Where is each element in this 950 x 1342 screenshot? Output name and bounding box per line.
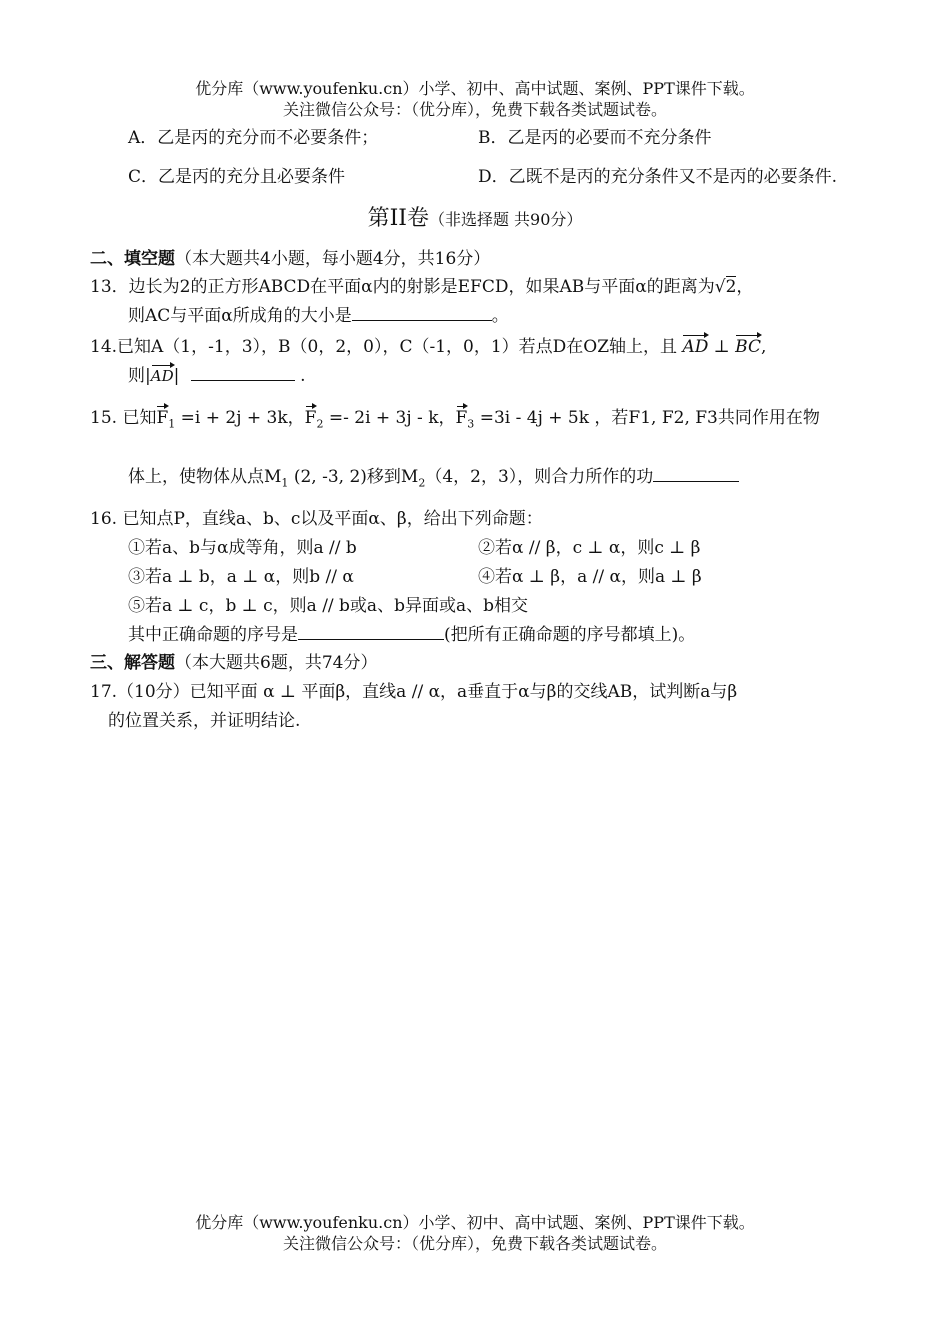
vector-ad: AD (682, 337, 709, 357)
option-d: D．乙既不是丙的充分条件又不是丙的必要条件. (478, 167, 838, 187)
section-title-sub: （非选择题 共90分） (428, 210, 583, 229)
q15-f1-sub: 1 (168, 417, 176, 431)
footer-line-1: 优分库（www.youfenku.cn）小学、初中、高中试题、案例、PPT课件下载。 (195, 1213, 755, 1232)
question-17-line-1: 17.（10分）已知平面 α ⊥ 平面β，直线a // α，a垂直于α与β的交线AB，试判断a与β (90, 682, 738, 702)
section-title-main: 第II卷 (367, 206, 429, 231)
point-m1-coords: (2, -3, 2) (288, 467, 367, 487)
q15-f3-expr: =3i - 4j + 5k ，若 (474, 408, 629, 428)
page-footer (0, 1212, 950, 1254)
question-17-line-2: 的位置关系，并证明结论. (108, 711, 301, 731)
q14-text-2: 则| (128, 366, 151, 386)
vector-bc: BC (735, 337, 761, 357)
q16-proposition-5: ⑤若a ⊥ c，b ⊥ c，则a // b或a、b异面或a、b相交 (128, 596, 528, 616)
footer-line-2: 关注微信公众号：（优分库），免费下载各类试题试卷。 (282, 1234, 667, 1253)
question-16-stem: 16. 已知点P，直线a、b、c以及平面α、β，给出下列命题： (90, 509, 543, 529)
answer-heading-label: 三、解答题 (90, 653, 175, 673)
question-14-line-1 (90, 332, 766, 357)
question-14-line-2 (128, 361, 306, 386)
perp-symbol: ⊥ (713, 337, 730, 357)
q14-period: . (300, 366, 306, 386)
q16-answer-blank[interactable] (298, 625, 444, 640)
q14-comma: , (761, 337, 767, 357)
q13-text: 13．边长为2的正方形ABCD在平面α内的射影是EFCD，如果AB与平面α的距离为 (90, 277, 715, 297)
option-b: B．乙是丙的必要而不充分条件 (478, 128, 712, 148)
q16-text: 其中正确命题的序号是 (128, 625, 298, 645)
answer-heading-note: （本大题共6题，共74分） (175, 653, 378, 673)
question-13-line-2 (128, 301, 509, 326)
q14-text: 14.已知A（1，-1，3），B（0，2，0），C（-1，0，1）若点D在OZ轴上，且 (90, 337, 678, 357)
q13-text-2: 则AC与平面α所成角的大小是 (128, 306, 352, 326)
q15-text-3: （4，2，3），则合力所作的功 (425, 467, 654, 487)
q15-text-end: 共同作用在物 (717, 408, 820, 428)
q15-text: 15. 已知 (90, 408, 157, 428)
q15-f3-sub: 3 (467, 417, 475, 431)
fill-heading-note: （本大题共4小题，每小题4分，共16分） (175, 249, 491, 269)
q15-f1-expr: =i + 2j + 3k， (175, 408, 305, 428)
fill-heading-label: 二、填空题 (90, 249, 175, 269)
q15-text-2: 体上，使物体从点 (128, 467, 264, 487)
sqrt-symbol: √ (714, 277, 726, 297)
q13-comma: ， (736, 277, 754, 297)
q16-text-end: (把所有正确命题的序号都填上)。 (444, 625, 696, 645)
q16-proposition-4: ④若α ⊥ β，a // α，则a ⊥ β (478, 567, 702, 587)
q13-period: 。 (491, 306, 509, 326)
q15-m1-sub: 1 (281, 476, 289, 490)
header-line-2: 关注微信公众号：（优分库），免费下载各类试题试卷。 (282, 100, 667, 119)
q13-answer-blank[interactable] (352, 306, 492, 321)
fill-heading (90, 244, 490, 269)
vector-f1: F (156, 408, 169, 428)
question-15-line-1 (90, 403, 820, 430)
option-a: A．乙是丙的充分而不必要条件； (128, 128, 379, 148)
q13-sqrt-value: 2 (725, 277, 737, 297)
q14-answer-blank[interactable] (191, 366, 295, 381)
answer-heading (90, 648, 377, 673)
point-m2: M (400, 467, 419, 487)
question-15-line-2 (128, 462, 739, 489)
q15-answer-blank[interactable] (653, 467, 739, 482)
vector-f2: F (304, 408, 317, 428)
option-c: C．乙是丙的充分且必要条件 (128, 167, 346, 187)
q15-move-to: 移到 (366, 467, 401, 487)
section-title (0, 201, 950, 232)
vector-ad-abs: AD (150, 367, 174, 385)
q16-answer-line (128, 620, 695, 645)
point-m1: M (264, 467, 282, 487)
vector-f3: F (455, 408, 468, 428)
q16-proposition-1: ①若a、b与α成等角，则a // b (128, 538, 357, 558)
q14-abs-bar: | (173, 366, 180, 386)
q15-m2-sub: 2 (418, 476, 426, 490)
q15-forces: F1, F2, F3 (628, 408, 718, 428)
q16-proposition-2: ②若α // β，c ⊥ α，则c ⊥ β (478, 538, 701, 558)
q15-f2-expr: =- 2i + 3j - k， (323, 408, 456, 428)
question-13-line-1 (90, 272, 753, 297)
q15-f2-sub: 2 (316, 417, 324, 431)
q16-proposition-3: ③若a ⊥ b，a ⊥ α，则b // α (128, 567, 354, 587)
header-line-1: 优分库（www.youfenku.cn）小学、初中、高中试题、案例、PPT课件下载。 (195, 79, 755, 98)
page-header (0, 78, 950, 120)
